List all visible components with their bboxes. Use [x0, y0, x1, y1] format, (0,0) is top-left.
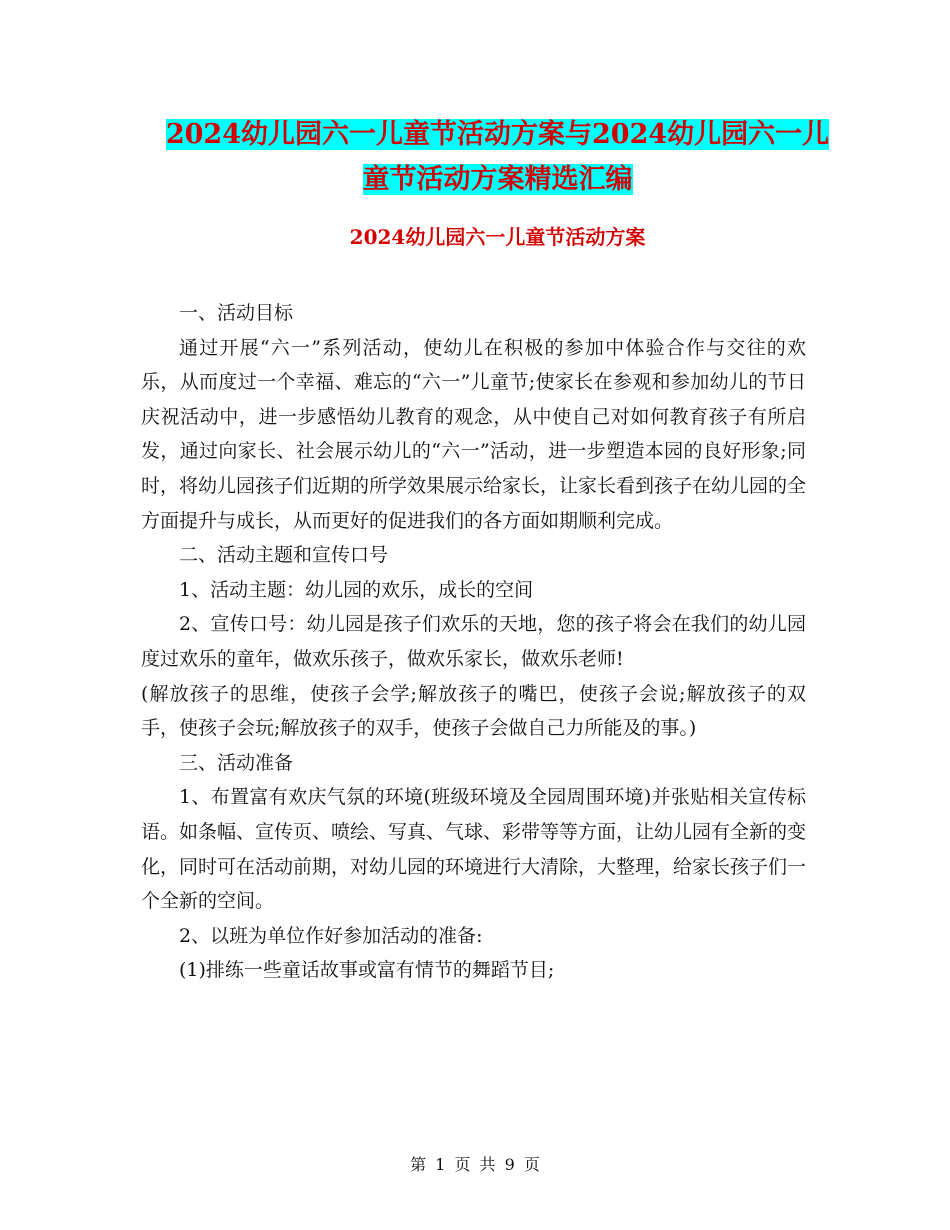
- document-title-line2: 童节活动方案精选汇编: [362, 164, 633, 195]
- section-title: 2024幼儿园六一儿童节活动方案: [349, 225, 646, 249]
- paragraph-slogan-note: (解放孩子的思维，使孩子会学;解放孩子的嘴巴，使孩子会说;解放孩子的双手，使孩子会玩;解放孩子的双手，使孩子会做自己力所能及的事。): [141, 682, 806, 740]
- paragraph-theme: 1、活动主题：幼儿园的欢乐，成长的空间: [179, 578, 534, 601]
- paragraph-slogan: 2、宣传口号：幼儿园是孩子们欢乐的天地，您的孩子将会在我们的幼儿园度过欢乐的童年，做欢乐孩子，做欢乐家长，做欢乐老师!: [141, 613, 806, 670]
- heading-goals: 一、活动目标: [179, 302, 294, 324]
- document-title: [140, 112, 855, 202]
- heading-preparation: 三、活动准备: [179, 751, 294, 774]
- page-footer: 第 1 页 共 9 页: [410, 1155, 540, 1174]
- paragraph-environment: 1、布置富有欢庆气氛的环境(班级环境及全园周围环境)并张贴相关宣传标语。如条幅、宣传页、喷绘、写真、气球、彩带等等方面，让幼儿园有全新的变化，同时可在活动前期，对幼儿园的环境进行大清除，大整理，给家长孩子们一个全新的空间。: [141, 786, 807, 913]
- paragraph-class-prep: 2、以班为单位作好参加活动的准备:: [179, 924, 483, 947]
- paragraph-goals: 通过开展“六一”系列活动，使幼儿在积极的参加中体验合作与交往的欢乐，从而度过一个幸福、难忘的“六一”儿童节;使家长在参观和参加幼儿的节日庆祝活动中，进一步感悟幼儿教育的观念，从中使自己对如何教育孩子有所启发，通过向家长、社会展示幼儿的“六一”活动，进一步塑造本园的良好形象;同时，将幼儿园孩子们近期的所学效果展示给家长，让家长看到孩子在幼儿园的全方面提升与成长，从而更好的促进我们的各方面如期顺利完成。: [141, 336, 807, 532]
- paragraph-rehearsal: (1)排练一些童话故事或富有情节的舞蹈节目;: [179, 959, 555, 982]
- heading-theme: 二、活动主题和宣传口号: [179, 544, 389, 567]
- document-body: [141, 296, 806, 988]
- document-title-line1: 2024幼儿园六一儿童节活动方案与2024幼儿园六一儿: [165, 119, 830, 150]
